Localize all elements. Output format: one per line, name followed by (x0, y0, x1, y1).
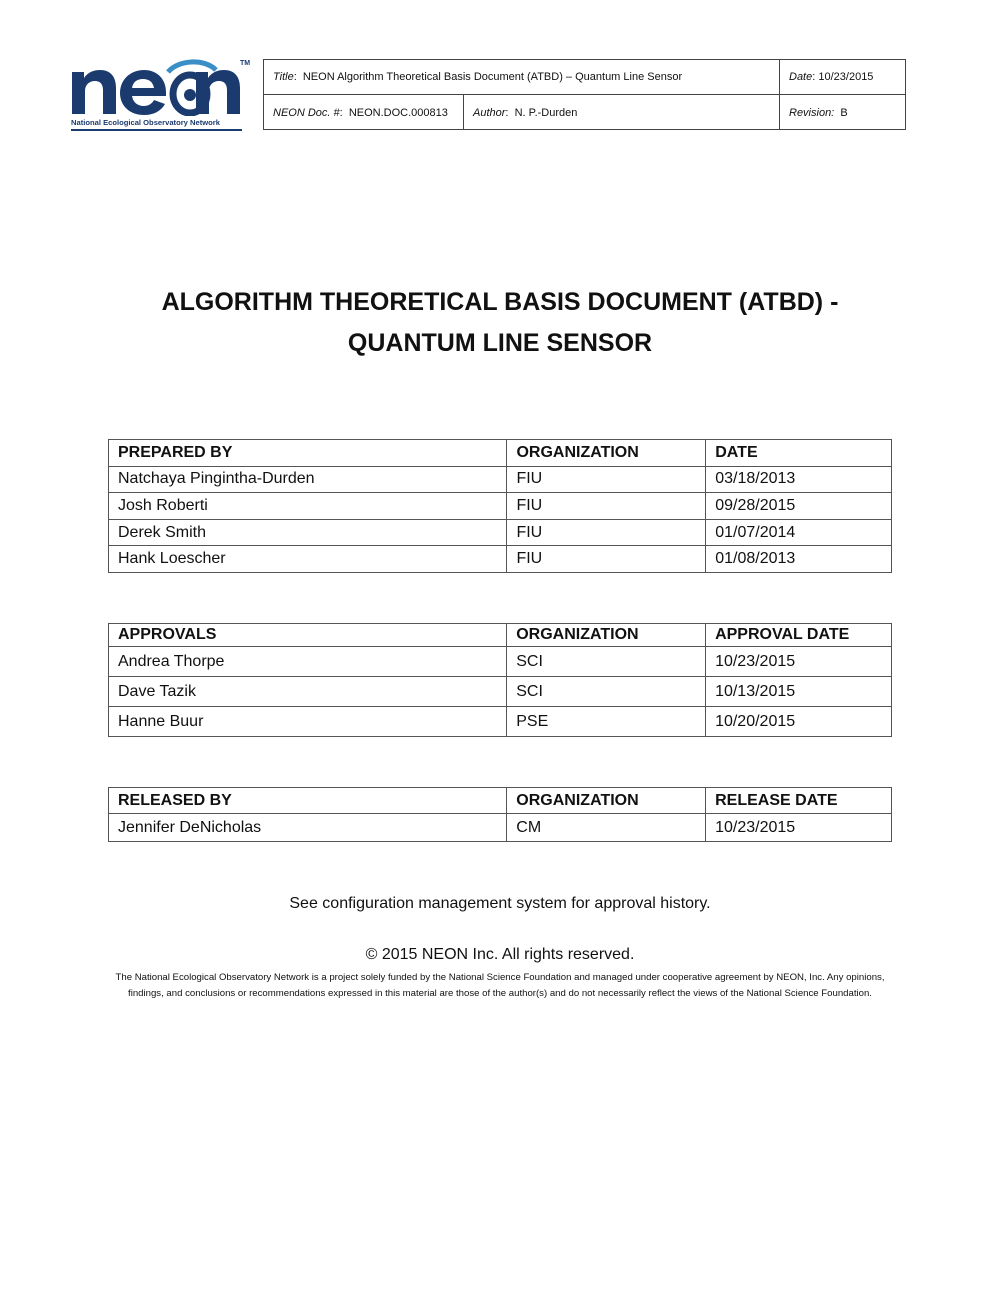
table-header-row (109, 624, 892, 647)
funding-disclaimer: The National Ecological Observatory Network is a project solely funded by the National Science Foundation and managed under cooperative agreement by NEON, Inc. Any opinions, findings, and conclusions or recommendations expressed in this material are those of the author(s) and do not necessarily reflect the views of the National Science Foundation. (115, 972, 885, 999)
approver-name: Dave Tazik (109, 677, 507, 707)
column-header: ORGANIZATION (507, 624, 706, 647)
table-row (109, 466, 892, 493)
date: 01/08/2013 (706, 546, 892, 573)
doc-number-label: NEON Doc. # (273, 106, 340, 119)
releaser-name: Jennifer DeNicholas (109, 814, 507, 842)
table-header-row (109, 440, 892, 467)
released-by-table (108, 787, 892, 842)
approvals-table (108, 623, 892, 737)
table-row (109, 519, 892, 546)
title-value: NEON Algorithm Theoretical Basis Document (ATBD) – Quantum Line Sensor (302, 71, 683, 83)
approver-name: Hanne Buur (109, 707, 507, 737)
header-title-cell: Title : NEON Algorithm Theoretical Basis Document (ATBD) – Quantum Line Sensor (264, 60, 780, 94)
column-header: ORGANIZATION (507, 440, 706, 467)
preparer-name: Josh Roberti (109, 493, 507, 520)
table-row (109, 677, 892, 707)
header-row-doc (264, 95, 905, 130)
table-row (109, 647, 892, 677)
organization: SCI (507, 647, 706, 677)
header-doc-cell: NEON Doc. # : NEON.DOC.000813 (264, 95, 464, 130)
approver-name: Andrea Thorpe (109, 647, 507, 677)
approval-date: 10/13/2015 (706, 677, 892, 707)
date: 09/28/2015 (706, 493, 892, 520)
header-revision-cell (780, 95, 907, 130)
preparer-name: Derek Smith (109, 519, 507, 546)
header-row-title (264, 60, 905, 95)
logo-subtitle: National Ecological Observatory Network (71, 118, 220, 127)
copyright-notice: © 2015 NEON Inc. All rights reserved. (365, 946, 635, 963)
organization: FIU (507, 493, 706, 520)
document-title (0, 282, 1000, 364)
organization: FIU (507, 546, 706, 573)
column-header: RELEASE DATE (706, 788, 892, 814)
column-header: APPROVALS (109, 624, 507, 647)
logo-underline (71, 129, 242, 131)
table-row (109, 814, 892, 842)
approval-date: 10/20/2015 (706, 707, 892, 737)
document-title-line-1: ALGORITHM THEORETICAL BASIS DOCUMENT (ATBD) - (161, 288, 839, 316)
date-value: 10/23/2015 (818, 71, 874, 83)
table-header-row (109, 788, 892, 814)
column-header: PREPARED BY (109, 440, 507, 467)
table-row (109, 546, 892, 573)
neon-wordmark-icon (70, 58, 242, 116)
preparer-name: Natchaya Pingintha-Durden (109, 466, 507, 493)
organization: SCI (507, 677, 706, 707)
date-label: Date (789, 71, 813, 83)
header-author-cell: Author : N. P.-Durden (464, 95, 780, 130)
table-row (109, 493, 892, 520)
organization: FIU (507, 466, 706, 493)
date: 03/18/2013 (706, 466, 892, 493)
organization: PSE (507, 707, 706, 737)
title-label: Title (273, 71, 294, 83)
preparer-name: Hank Loescher (109, 546, 507, 573)
column-header: DATE (706, 440, 892, 467)
approval-date: 10/23/2015 (706, 647, 892, 677)
organization: CM (507, 814, 706, 842)
author-value: N. P.-Durden (514, 106, 578, 119)
neon-logo (70, 58, 251, 133)
table-row (109, 707, 892, 737)
document-header-table (263, 59, 906, 130)
column-header: ORGANIZATION (507, 788, 706, 814)
configuration-note: See configuration management system for approval history. (289, 895, 711, 912)
release-date: 10/23/2015 (706, 814, 892, 842)
column-header: RELEASED BY (109, 788, 507, 814)
column-header: APPROVAL DATE (706, 624, 892, 647)
date: 01/07/2014 (706, 519, 892, 546)
document-title-line-2: QUANTUM LINE SENSOR (347, 329, 653, 357)
doc-number-value: NEON.DOC.000813 (348, 106, 448, 119)
header-date-cell: Date : 10/23/2015 (789, 71, 874, 83)
organization: FIU (507, 519, 706, 546)
prepared-by-table (108, 439, 892, 573)
author-label: Author (473, 106, 506, 119)
revision-label: Revision: (789, 106, 835, 119)
trademark-mark: TM (240, 60, 251, 67)
revision-value: B (840, 106, 848, 119)
